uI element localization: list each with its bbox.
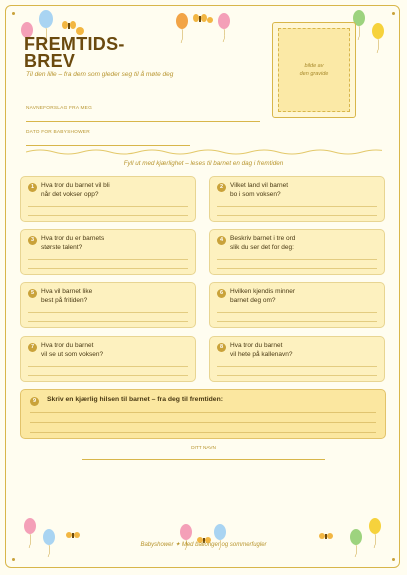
page-title: [24, 36, 125, 70]
photo-placeholder[interactable]: [272, 22, 356, 118]
balloon-decoration-bottom-right: [318, 516, 388, 558]
answer-line: [28, 206, 188, 207]
answer-line: [217, 206, 377, 207]
photo-frame: [278, 28, 350, 112]
question-number: 4: [217, 236, 226, 245]
date-field-line[interactable]: [26, 145, 190, 146]
question-card-1[interactable]: [20, 176, 196, 222]
question-text: Hva tror du barnet vil bli når det vokser opp?: [41, 182, 110, 198]
question-text: Hva tror du barnet vil hete på kallenavn?: [230, 342, 293, 358]
greeting-prompt: Skriv en kjærlig hilsen til barnet – fra deg til fremtiden:: [47, 396, 224, 403]
answer-line: [217, 375, 377, 376]
answer-line: [217, 321, 377, 322]
question-number: 1: [28, 183, 37, 192]
question-card-2[interactable]: [209, 176, 385, 222]
answer-line: [28, 366, 188, 367]
question-card-7[interactable]: [20, 336, 196, 382]
question-number: 3: [28, 236, 37, 245]
question-text: Hva vil barnet like best på fritiden?: [41, 288, 93, 304]
photo-caption: [289, 62, 339, 78]
question-number: 7: [28, 343, 37, 352]
answer-line: [28, 268, 188, 269]
question-number: 8: [217, 343, 226, 352]
photo-caption-line-2: den gravide: [299, 71, 329, 77]
title-line-2: BREV: [24, 51, 76, 71]
date-field-label: DATO FOR BABYSHOWER: [26, 130, 90, 135]
question-text: Beskriv barnet i tre ord slik du ser det for deg:: [230, 235, 296, 251]
answer-line: [28, 215, 188, 216]
answer-line: [217, 312, 377, 313]
question-text: Hva tror du barnet vil se ut som voksen?: [41, 342, 104, 358]
corner-dot: [392, 558, 395, 561]
answer-line: [28, 259, 188, 260]
question-number: 9: [30, 397, 39, 406]
answer-line: [217, 366, 377, 367]
answer-line: [30, 422, 376, 423]
title-line-1: FREMTIDS-: [24, 34, 125, 54]
name-field-label: NAVNEFORSLAG FRA MEG: [26, 106, 93, 111]
answer-line: [217, 215, 377, 216]
balloon-decoration-top-center: [172, 8, 242, 44]
answer-line: [217, 268, 377, 269]
question-text: Hvilken kjendis minner barnet deg om?: [230, 288, 296, 304]
question-text: Hva tror du er barnets største talent?: [41, 235, 105, 251]
question-number: 6: [217, 289, 226, 298]
corner-dot: [12, 12, 15, 15]
question-card-6[interactable]: [209, 282, 385, 328]
subtitle: Til den lille – fra dem som gleder seg til å møte deg: [26, 71, 174, 78]
answer-line: [28, 375, 188, 376]
answer-line: [217, 259, 377, 260]
photo-caption-line-1: bilde av: [304, 63, 324, 69]
question-number: 5: [28, 289, 37, 298]
question-card-3[interactable]: [20, 229, 196, 275]
question-card-4[interactable]: [209, 229, 385, 275]
answer-line: [30, 412, 376, 413]
question-number: 2: [217, 183, 226, 192]
question-text: Vilket land vil barnet bo i som voksen?: [230, 182, 289, 198]
question-card-8[interactable]: [209, 336, 385, 382]
signature-line[interactable]: [82, 459, 325, 460]
corner-dot: [12, 558, 15, 561]
balloon-decoration-bottom-left: [20, 516, 90, 558]
answer-line: [30, 432, 376, 433]
instruction-text: Fyll ut med kjærlighet – leses til barnet en dag i fremtiden: [123, 160, 284, 167]
signature-label: DITT NAVN: [191, 446, 216, 451]
name-field-line[interactable]: [26, 121, 260, 122]
answer-line: [28, 312, 188, 313]
wave-divider: [26, 148, 382, 156]
question-card-5[interactable]: [20, 282, 196, 328]
answer-line: [28, 321, 188, 322]
greeting-card[interactable]: [20, 389, 386, 439]
footer-text: Babyshower ✦ Med ballonger og sommerfugler: [140, 542, 267, 548]
